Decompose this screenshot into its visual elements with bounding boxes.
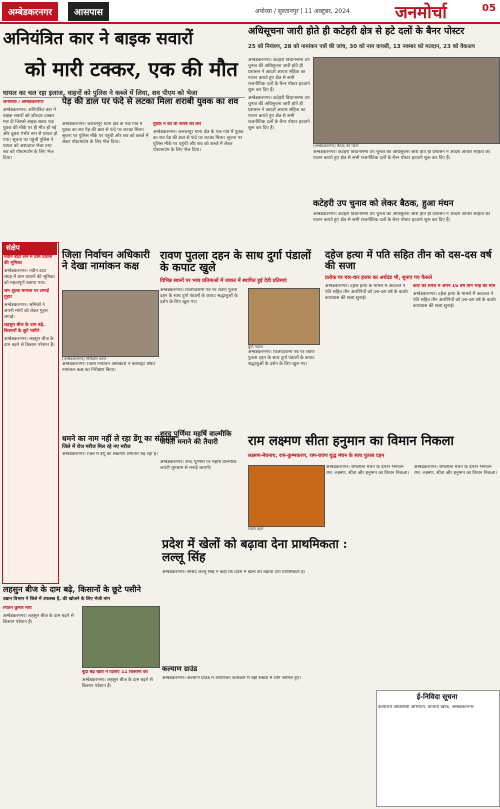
viman-headline: राम लक्ष्मण सीता हनुमान का विमान निकला: [248, 434, 454, 449]
newspaper-logo: जनमोर्चा: [395, 3, 447, 23]
dowry-headline: दहेज हत्या में पति सहित तीन को दस-दस वर्ष की सजा: [325, 250, 492, 272]
dengue-body: अम्बेडकरनगर। जिले में डेंगू का संक्रमण लगातार बढ़ रहा है।: [62, 452, 158, 457]
election-photo: [62, 290, 159, 357]
viman-body: अम्बेडकरनगर। रामलीला मंचन के दौरान भगवान राम, लक्ष्मण, सीता और हनुमान का विमान निकला।: [326, 465, 409, 476]
sports-headline: प्रदेश में खेलों को बढ़ावा देना प्राथमिकता : लल्लू सिंह: [162, 537, 348, 565]
sharad-body: अम्बेडकरनगर। शरद पूर्णिमा पर महर्षि वाल्मीकि जयंती धूमधाम से मनाई जाएगी।: [160, 460, 237, 471]
sports-body: अम्बेडकरनगर। सांसद लल्लू सिंह ने कहा कि प्रदेश में खेलों को बढ़ावा देना प्राथमिकता है।: [162, 570, 306, 575]
brief-items: नवीन डाटा लेने में ग्राम प्रधानों की भूमिका अम्बेडकरनगर। नवीन डाटा संग्रह में ग्राम प्रधानों की भूमिका को महत्वपूर्ण बताया गया। श्रम शुल्क मामला पर लगाई गुहार अम्बेडकरनगर। श्रमिकों ने अपनी मांगों को लेकर गुहार लगाई। लहसुन बीज के दाम बढ़े, किसानों के छूटे पसीने अम्बेडकरनगर। लहसुन बीज के दाम बढ़ने से किसान परेशान हैं।: [4, 255, 55, 348]
top-right-headline: अधिसूचना जारी होते ही कटेहरी क्षेत्र से हटे दलों के बैनर पोस्टर: [248, 26, 465, 37]
gulf-headline: कटेहरी उप चुनाव को लेकर बैठक, हुआ मंथन: [313, 199, 454, 209]
dowry-body-2: कोर्ट की शपथ में अपने 16 वर्ष तीन भाह की मौत अम्बेडकरनगर। दहेज हत्या के मामले में अदालत ने पति सहित तीन आरोपियों को दस-दस वर्ष के कठोर कारावास की सजा सुनाई।: [413, 284, 496, 309]
viman-deck: लक्ष्मण-मेघनाथ, राम-कुम्भकरण, राम-रावण युद्ध मंचन के साथ पुतला दहन: [248, 453, 385, 459]
durga-body: अम्बेडकरनगर। विजयदशमी पर्व पर रावण पुतला दहन के साथ दुर्गा पंडालों के कपाट श्रद्धालुओं के दर्शन के लिए खुल गए।: [160, 288, 238, 305]
dengue-deck: जिले में रोज मरीज मिल रहे नए मरीज: [62, 444, 131, 450]
suicide-headline: पेड़ की डाल पर फंदे से लटका मिला शराबी युवक का शव: [62, 97, 239, 107]
durga-caption: दुर्गा पंडाल: [248, 344, 263, 349]
gulf-body: अम्बेडकरनगर। कटेहरी विधानसभा उप चुनाव की अधिसूचना जारी होते ही प्रशासन ने आदर्श आचार संहिता का पालन कराते हुए क्षेत्र से सभी राजनीतिक दलों के बैनर पोस्टर हटवाने शुरू कर दिए हैं।: [313, 212, 490, 223]
lead-headline-1: अनियंत्रित कार ने बाइक सवारों: [3, 29, 193, 49]
dengue-headline: धमने का नाम नहीं ले रहा डेंगू का संक्रमण: [62, 434, 176, 443]
top-right-deck: 25 को नियंत्रण, 28 को नामांकन पत्रों की जांच, 30 को नाम वापसी, 13 नवम्बर को मतदान, 23 को वेकअप: [248, 44, 475, 50]
subsection-label: आसपास: [68, 2, 109, 21]
meeting-photo: [313, 57, 500, 144]
garlic-body-2: बूदी बढ़ खेती ने दिलाए 11 किसानों को अम्बेडकरनगर। लहसुन बीज के दाम बढ़ने से किसान परेशान हैं।: [82, 670, 153, 689]
kalyan-headline: कल्याण ग्राउंड: [162, 664, 198, 673]
photo-caption: (अम्बेडकरनगर) बैठक की फोटो: [313, 143, 359, 148]
durga-headline: रावण पुतला दहन के साथ दुर्गा पंडालों के कपाट खुले: [160, 249, 311, 275]
suicide-body-col2: युवक ने की थी शराब की लत अम्बेडकरनगर। जलालपुर थाना क्षेत्र के एक गांव में युवक का शव पेड़ की डाल से फंदे पर लटका मिला। सूचना पर पुलिस मौके पर पहुंची और शव को कब्जे में लेकर पोस्टमार्टम के लिए भेज दिया।: [153, 122, 244, 153]
kalyan-body: अम्बेडकरनगर। कल्याण ग्राउंड में आयोजित कार्यक्रम में बड़ी संख्या में लोग शामिल हुए।: [162, 676, 301, 681]
garlic-deck: उद्यान विभाग ने जिले में उपलब्ध है, की खोजने के लिए भेजी मांग: [3, 597, 110, 602]
brief-title: संक्षेप: [2, 242, 57, 255]
page-number: 05: [482, 3, 496, 14]
ravan-dahan-photo: [248, 465, 325, 527]
suicide-body: अम्बेडकरनगर। जलालपुर थाना क्षेत्र के एक गांव में युवक का शव पेड़ की डाल से फंदे पर लटका मिला। सूचना पर पुलिस मौके पर पहुंची और शव को कब्जे में लेकर पोस्टमार्टम के लिए भेज दिया।: [62, 122, 149, 145]
section-label: अम्बेडकरनगर: [2, 2, 58, 21]
edition-date: अयोध्या / सुल्तानपुर | 11 अक्टूबर, 2024: [255, 8, 350, 15]
lead-headline-2: को मारी टक्कर, एक की मौत: [25, 57, 238, 81]
durga-deck: विभिन्न स्थानों पर भव्य प्रतिमाओं में जाकर में स्थापित हुई देवी प्रतिमाएं: [160, 278, 287, 284]
top-right-body-2: अम्बेडकरनगर। कटेहरी विधानसभा उप चुनाव की अधिसूचना जारी होते ही प्रशासन ने आदर्श आचार संहिता का पालन कराते हुए क्षेत्र से सभी राजनीतिक दलों के बैनर पोस्टर हटवाने शुरू कर दिए हैं।: [313, 150, 490, 161]
tender-title: ई-निविदा सूचना: [416, 693, 458, 701]
election-body: अम्बेडकरनगर। जिला निर्वाचन अधिकारी ने कलेक्ट्रेट स्थित नामांकन कक्ष का निरीक्षण किया।: [62, 362, 155, 373]
viman-body-2: अम्बेडकरनगर। रामलीला मंचन के दौरान भगवान राम, लक्ष्मण, सीता और हनुमान का विमान निकला।: [414, 465, 497, 476]
ravan-caption: रावण दहन: [248, 526, 264, 531]
garlic-body: नितिन कुमार मौर्य अम्बेडकरनगर। लहसुन बीज के दाम बढ़ने से किसान परेशान हैं।: [3, 606, 74, 625]
sharad-headline: शरद पूर्णिमा महर्षि वाल्मीकि जयंती मनाने की तैयारी: [160, 429, 232, 446]
top-right-body: अम्बेडकरनगर। कटेहरी विधानसभा उप चुनाव की अधिसूचना जारी होते ही प्रशासन ने आदर्श आचार संहिता का पालन कराते हुए क्षेत्र से सभी राजनीतिक दलों के बैनर पोस्टर हटवाने शुरू कर दिए हैं। अम्बेडकरनगर। कटेहरी विधानसभा उप चुनाव की अधिसूचना जारी होते ही प्रशासन ने आदर्श आचार संहिता का पालन कराते हुए क्षेत्र से सभी राजनीतिक दलों के बैनर पोस्टर हटवाने शुरू कर दिए हैं।: [248, 58, 310, 131]
lead-body-col1: जनमोर्चा / अम्बेडकरनगर अम्बेडकरनगर। अनियंत्रित कार ने बाइक सवारों को जोरदार टक्कर मार दी जिससे बाइक सवार एक युवक की मौके पर ही मौत हो गई और दूसरा गंभीर रूप से घायल हो गया। सूचना पर पहुंची पुलिस ने घायल को अस्पताल भेजा तथा शव को पोस्टमार्टम के लिए भेज दिया।: [3, 100, 58, 161]
dowry-deck: प्रत्येक पर चार-चार हजार का अर्थदंड भी, सुनाए गए फैसले: [325, 275, 433, 281]
garlic-headline: लहसुन बीज के दाम बढ़े, किसानों के छूटे पसीने: [3, 584, 141, 594]
durga-photo: [248, 288, 320, 345]
garlic-photo: [82, 606, 160, 668]
election-headline: जिला निर्वाचन अधिकारी ने देखा नामांकन कक्ष: [62, 250, 150, 272]
durga-body-2: अम्बेडकरनगर। विजयदशमी पर्व पर रावण पुतला दहन के साथ दुर्गा पंडालों के कपाट श्रद्धालुओं के दर्शन के लिए खुल गए।: [248, 350, 315, 367]
dowry-body: अम्बेडकरनगर। दहेज हत्या के मामले में अदालत ने पति सहित तीन आरोपियों को दस-दस वर्ष के कठोर कारावास की सजा सुनाई।: [325, 284, 408, 301]
tender-body: कार्यालय अधिशासी अभियंता, प्रान्तीय खण्ड, अम्बेडकरनगर: [378, 705, 474, 710]
election-caption: (अम्बेडकरनगर) निरीक्षण करते: [62, 356, 106, 361]
lead-deck: घायल का चल रहा इलाज, वाहनों को पुलिस ने कब्जे में लिया, शव पीएम को भेजा: [3, 89, 198, 97]
